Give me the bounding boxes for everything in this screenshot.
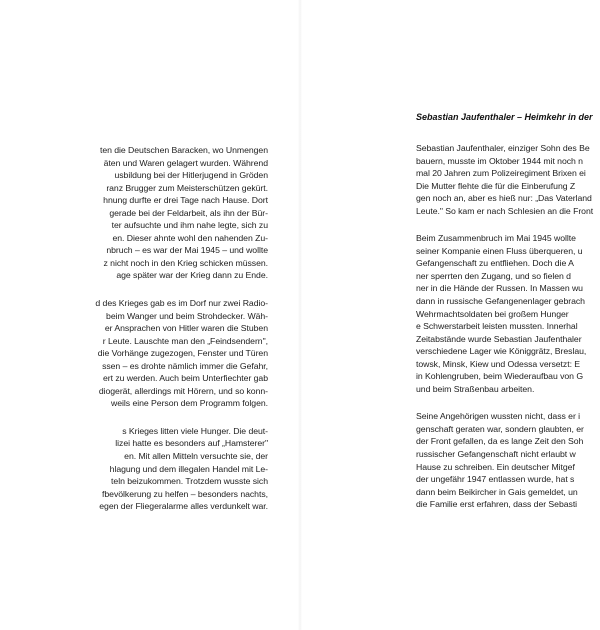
text-line: fbevölkerung zu helfen – besonders nachts, [102, 488, 268, 499]
text-line: dann beim Beikircher in Gais gemeldet, un [416, 486, 578, 497]
text-line: dann in russische Gefangenenlager gebrach [416, 296, 585, 307]
text-line: hlagung und dem illegalen Handel mit Le- [109, 463, 268, 474]
text-line: äten und Waren gelagert wurden. Während [103, 157, 268, 168]
text-line: der ungefähr 1947 entlassen wurde, hat s [416, 474, 575, 485]
text-line: Hause zu schreiben. Ein deutscher Mitgef [416, 461, 575, 472]
text-line: verschiedene Lager wie Königgrätz, Breslau, [416, 346, 587, 357]
text-line: beim Wanger und beim Strohdecker. Wäh- [106, 310, 268, 321]
text-line: der Front gefallen, da es lange Zeit den Soh [416, 436, 584, 447]
text-line: lizei hatte es besonders auf „Hamsterer" [115, 438, 268, 449]
left-paragraph-3 [0, 425, 268, 513]
text-line: ner in die Hände der Russen. In Massen wu [416, 283, 583, 294]
text-line: z nicht noch in den Krieg schicken müssen. [103, 257, 268, 268]
text-line: Sebastian Jaufenthaler, einziger Sohn des Be [416, 143, 590, 153]
text-line: Zeitabstände wurde Sebastian Jaufenthaler [416, 333, 582, 344]
text-line: teln beizukommen. Trotzdem wusste sich [111, 476, 268, 487]
text-line: ter aufsuchte und ihm nahe legte, sich zu [111, 220, 268, 231]
text-line: russischer Gefangenschaft nicht erlaubt w [416, 449, 576, 460]
text-line: ranz Brugger zum Meisterschützen gekürt. [106, 182, 268, 193]
text-line: weils eine Person dem Programm folgen. [111, 398, 268, 409]
text-line: ten die Deutschen Baracken, wo Unmengen [99, 145, 268, 155]
text-line: towsk, Minsk, Kiew und Odessa versetzt: E [416, 358, 581, 369]
text-line: e Schwerstarbeit leisten mussten. Innerhal [416, 321, 578, 332]
text-line: en. Dieser ahnte wohl den nahenden Zu- [112, 232, 268, 243]
text-line: Beim Zusammenbruch im Mai 1945 wollte [416, 233, 576, 244]
text-line: en. Mit allen Mitteln versuchte sie, der [124, 451, 268, 462]
text-line: gen noch an, aber es hieß nur: „Das Vaterland [416, 193, 592, 204]
text-line: gerade bei der Feldarbeit, als ihn der Bür- [109, 207, 268, 218]
right-paragraph-3 [416, 410, 600, 510]
right-page [300, 0, 600, 630]
text-line: Wehrmachtsoldaten bei großem Hunger [416, 308, 569, 319]
text-line: er Ansprachen von Hitler waren die Stuben [104, 323, 268, 334]
text-line: die Vorhänge zugezogen, Fenster und Türen [97, 348, 268, 359]
text-line: hnung durfte er drei Tage nach Hause. Dort [103, 195, 268, 206]
left-paragraph-2 [0, 297, 268, 410]
text-line: s Krieges litten viele Hunger. Die deut- [122, 425, 268, 436]
text-line: diogerät, allerdings mit Hörern, und so konn- [98, 385, 268, 396]
left-paragraph-1 [0, 144, 268, 282]
text-line: bauern, musste im Oktober 1944 mit noch n [416, 155, 583, 166]
text-line: seiner Kompanie einen Fluss überqueren, u [416, 245, 583, 256]
text-line: und beim Straßenbau arbeiten. [416, 383, 535, 394]
text-line: mal 20 Jahren zum Polizeiregiment Brixen ei [416, 168, 586, 179]
text-line: Gefangenschaft zu entfliehen. Doch die A [416, 258, 574, 269]
left-text-column [0, 144, 268, 528]
text-line: r Leute. Lauschte man den „Feindsendern", [102, 335, 268, 346]
text-line: Leute." So kam er nach Schlesien an die Front [416, 205, 594, 216]
right-paragraph-1 [416, 142, 600, 217]
text-line: Die Mutter flehte die für die Einberufung Z [416, 180, 576, 191]
text-line: age später war der Krieg dann zu Ende. [116, 270, 268, 281]
text-line: die Familie erst erfahren, dass der Sebasti [416, 499, 578, 510]
chapter-heading: Sebastian Jaufenthaler – Heimkehr in der [416, 112, 593, 122]
text-line: usbildung bei der Hitlerjugend in Gröden [114, 170, 268, 181]
text-line: egen der Fliegeralarme alles verdunkelt war. [99, 501, 268, 512]
text-line: genschaft geraten war, sondern glaubten, er [416, 423, 584, 434]
text-line: ssen – es drohte nämlich immer die Gefahr, [102, 360, 268, 371]
text-line: ner sperrten den Zugang, und so fielen d [416, 270, 571, 281]
text-line: nbruch – es war der Mai 1945 – und wollte [106, 245, 268, 256]
text-line: Seine Angehörigen wussten nicht, dass er i [416, 411, 581, 422]
right-text-column [416, 142, 600, 526]
text-line: d des Krieges gab es im Dorf nur zwei Radio- [95, 298, 268, 309]
right-paragraph-2 [416, 232, 600, 395]
text-line: ert zu werden. Auch beim Unterfiechter gab [103, 373, 268, 384]
text-line: in Kohlengruben, beim Wiederaufbau von G [416, 371, 584, 382]
